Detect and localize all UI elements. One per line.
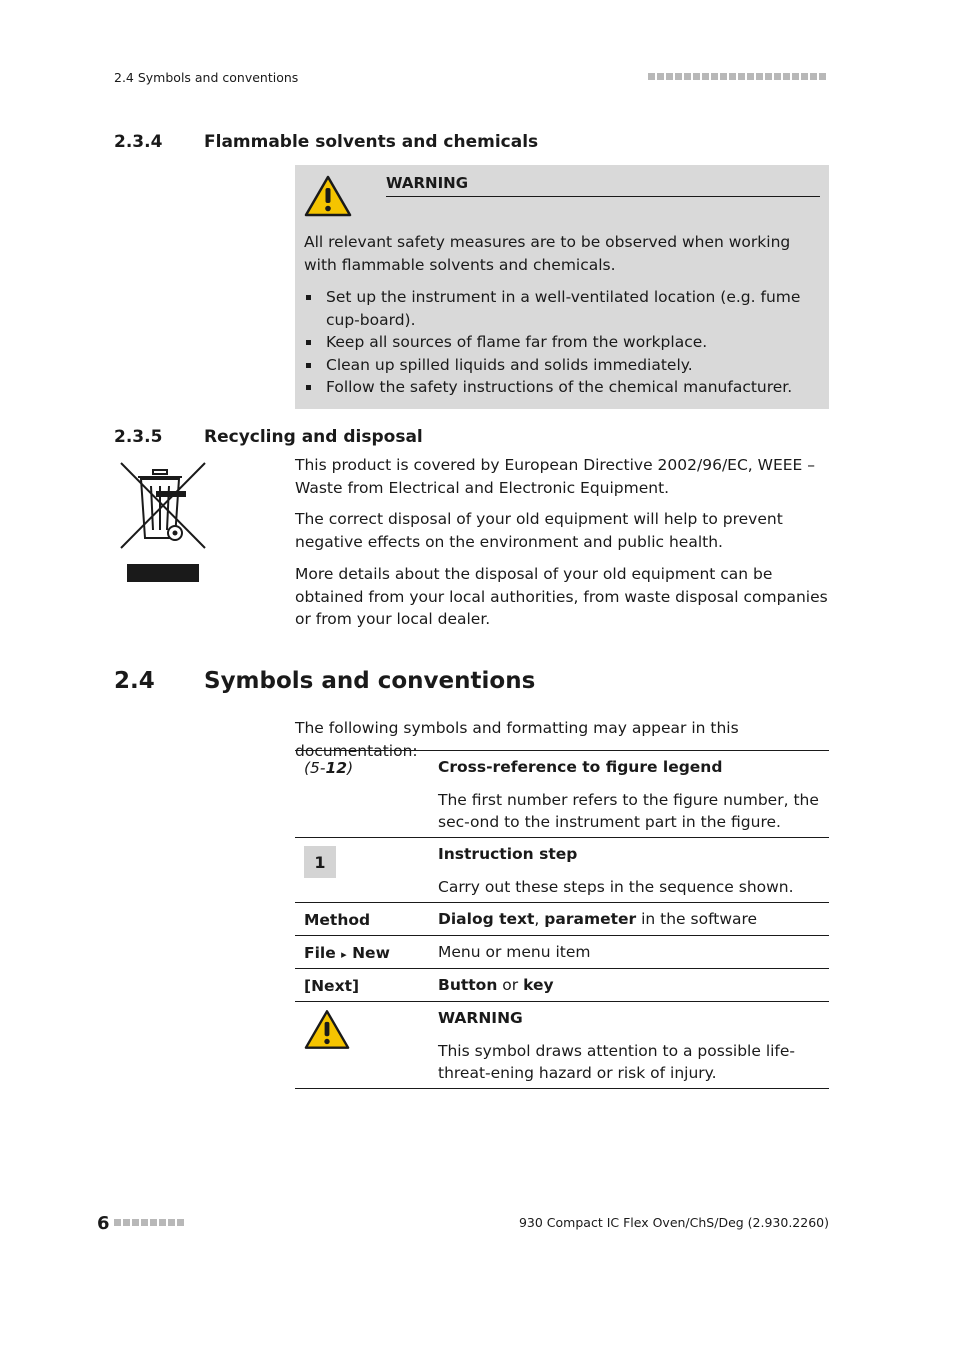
instruction-step-badge: 1 — [304, 846, 336, 878]
row-title: Cross-reference to figure legend — [438, 758, 723, 776]
recycling-paragraph-2: The correct disposal of your old equipment will help to prevent negative effects on the environment and public health. — [295, 510, 783, 551]
warning-box — [295, 165, 829, 409]
list-item: Set up the instrument in a well-ventilated location (e.g. fume cup-board). — [304, 286, 814, 331]
menu-symbol: File ▸ New — [304, 944, 390, 962]
row-description: Menu or menu item — [438, 943, 591, 961]
table-row — [295, 935, 829, 968]
table-row — [295, 968, 829, 1001]
heading-title: Recycling and disposal — [204, 427, 423, 447]
document-title: 930 Compact IC Flex Oven/ChS/Deg (2.930.2260) — [518, 1215, 829, 1230]
row-title: Instruction step — [438, 845, 578, 863]
heading-number: 2.3.4 — [114, 132, 163, 152]
warning-bullet-list — [304, 286, 814, 399]
warning-intro: All relevant safety measures are to be observed when working with flammable solvents and chemicals. — [304, 233, 791, 274]
weee-crossed-bin-icon — [118, 460, 208, 584]
conventions-table — [295, 750, 829, 1089]
row-description: Carry out these steps in the sequence shown. — [438, 877, 794, 896]
recycling-paragraph-1: This product is covered by European Directive 2002/96/EC, WEEE – Waste from Electrical and Electronic Equipment. — [295, 456, 816, 497]
button-symbol: [Next] — [304, 977, 360, 995]
list-item: Follow the safety instructions of the chemical manufacturer. — [304, 376, 814, 399]
heading-title: Flammable solvents and chemicals — [204, 132, 539, 152]
xref-symbol: (5-12) — [304, 759, 354, 777]
list-item: Clean up spilled liquids and solids immediately. — [304, 354, 814, 377]
method-symbol: Method — [304, 911, 371, 929]
recycling-paragraph-3: More details about the disposal of your old equipment can be obtained from your local authorities, from waste disposal companies or from your local dealer. — [295, 565, 828, 628]
warning-triangle-icon — [304, 175, 352, 217]
menu-arrow-icon: ▸ — [341, 948, 347, 961]
table-row — [295, 1001, 829, 1089]
heading-number: 2.4 — [114, 668, 155, 694]
list-item: Keep all sources of flame far from the workplace. — [304, 331, 814, 354]
warning-triangle-icon — [304, 1009, 350, 1050]
row-description: Dialog text, parameter in the software — [438, 910, 758, 928]
table-row — [295, 750, 829, 837]
warning-title: WARNING — [386, 174, 469, 192]
conventions-intro: The following symbols and formatting may appear in this documentation: — [295, 719, 739, 760]
heading-title: Symbols and conventions — [204, 668, 536, 694]
page-number: 6 — [97, 1213, 110, 1234]
row-description: The first number refers to the figure number, the sec-ond to the instrument part in the figure. — [438, 790, 819, 831]
header-decoration — [648, 73, 826, 80]
heading-number: 2.3.5 — [114, 427, 163, 447]
row-title: WARNING — [438, 1009, 523, 1027]
table-row — [295, 837, 829, 902]
footer-decoration — [114, 1219, 184, 1226]
warning-rule — [386, 196, 820, 197]
running-header: 2.4 Symbols and conventions — [114, 70, 299, 85]
row-description: This symbol draws attention to a possible life-threat-ening hazard or risk of injury. — [438, 1041, 796, 1082]
table-row — [295, 902, 829, 935]
row-description: Button or key — [438, 976, 554, 994]
